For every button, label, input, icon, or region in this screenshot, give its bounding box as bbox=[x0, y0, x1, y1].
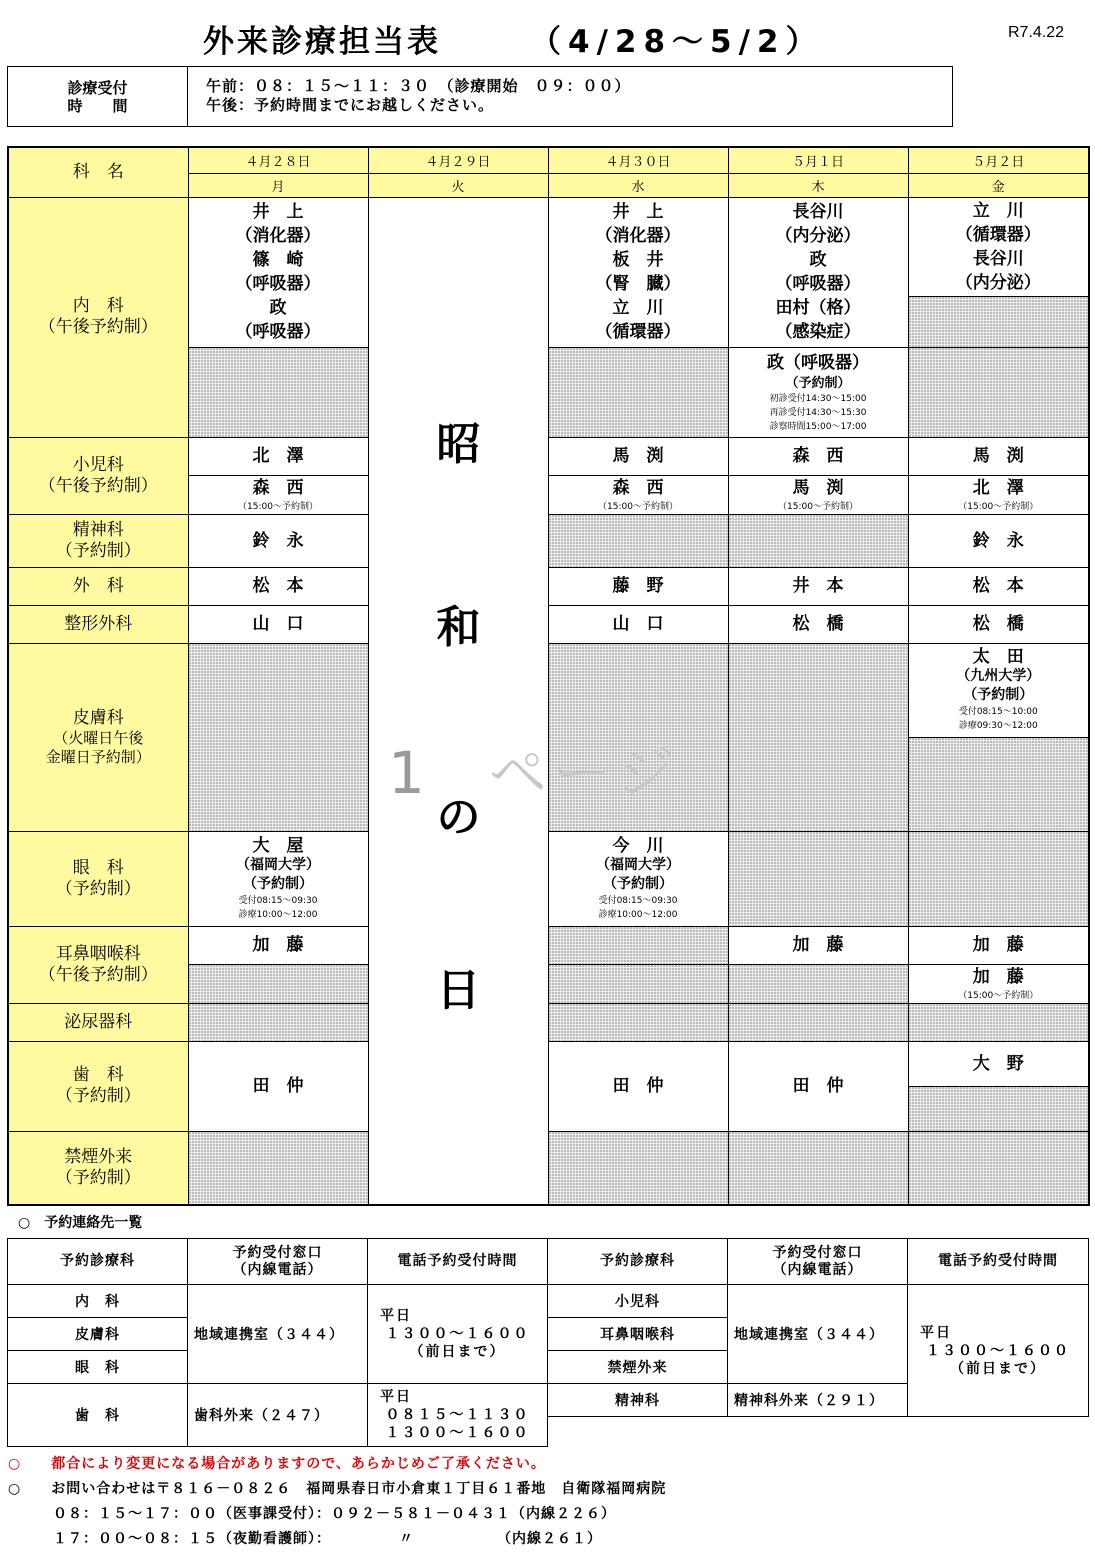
specialty: （循環器） bbox=[595, 322, 681, 342]
shika-wed: 田 仲 bbox=[548, 1041, 728, 1131]
empty-cell bbox=[188, 1003, 368, 1041]
empty-cell bbox=[548, 964, 728, 1003]
doctor: 森 西 bbox=[612, 477, 664, 498]
dept-note: 金曜日予約制） bbox=[45, 747, 151, 766]
doctor: 森 西 bbox=[252, 477, 304, 498]
seikei-thu: 松 橋 bbox=[728, 605, 908, 643]
dept-note: （予約制） bbox=[55, 878, 141, 899]
time-note: 再診受付14:30～15:30 bbox=[769, 407, 867, 418]
page-number-overlay bbox=[388, 726, 680, 810]
doctor: 立 川 bbox=[612, 298, 664, 318]
dept-geka: 外 科 bbox=[8, 567, 188, 605]
time-note: 診療10:00～12:00 bbox=[238, 909, 318, 920]
doctor: 田村（格） bbox=[775, 298, 861, 318]
empty-cell bbox=[188, 643, 368, 831]
shonika-fri-pm bbox=[908, 475, 1089, 514]
dept-kinen bbox=[8, 1131, 188, 1205]
specialty: （呼吸器） bbox=[235, 274, 321, 294]
reservation-note: （予約制） bbox=[963, 687, 1034, 703]
weekday-header: 月 bbox=[188, 173, 368, 197]
doctor: 大 屋 bbox=[252, 835, 304, 856]
contact-dept: 皮膚科 bbox=[8, 1318, 188, 1351]
empty-cell bbox=[548, 1003, 728, 1041]
contact-dept: 耳鼻咽喉科 bbox=[548, 1318, 728, 1351]
time-line: １３００～１６００ bbox=[385, 1326, 530, 1342]
holiday-char: 昭 bbox=[436, 418, 481, 470]
dept-note: （予約制） bbox=[55, 1086, 141, 1106]
shonika-thu-pm bbox=[728, 475, 908, 514]
time-note: （15:00～予約制） bbox=[958, 990, 1039, 1001]
dept-hinyo: 泌尿器科 bbox=[8, 1003, 188, 1041]
contact-time bbox=[368, 1384, 548, 1447]
date-header: ４月３０日 bbox=[548, 147, 728, 173]
shonika-wed-am: 馬 渕 bbox=[548, 437, 728, 475]
doctor: 馬 渕 bbox=[792, 477, 844, 498]
doctor: 立 川 bbox=[972, 200, 1024, 221]
doctor: 井 上 bbox=[612, 202, 664, 222]
dept-note: （午後予約制） bbox=[38, 317, 158, 337]
empty-cell bbox=[548, 926, 728, 964]
doctor: 太 田 bbox=[972, 647, 1024, 667]
empty-cell bbox=[548, 347, 728, 437]
contacts-table bbox=[7, 1238, 1089, 1447]
contact-dept: 小児科 bbox=[548, 1285, 728, 1318]
jibi-fri-pm bbox=[908, 964, 1089, 1003]
holiday-char: の bbox=[436, 791, 481, 843]
date-header: ５月１日 bbox=[728, 147, 908, 173]
holiday-char: 日 bbox=[436, 964, 481, 1016]
time-note: 受付08:15～10:00 bbox=[958, 707, 1038, 717]
time-line: １３００～１６００ bbox=[926, 1342, 1070, 1359]
affiliation: （九州大学） bbox=[956, 668, 1041, 684]
blank-area bbox=[548, 1417, 1089, 1447]
dept-note: （午後予約制） bbox=[38, 475, 158, 496]
time-line: 平日 bbox=[920, 1324, 952, 1341]
time-note: （15:00～予約制） bbox=[778, 501, 858, 512]
ganka-mon bbox=[188, 831, 368, 926]
specialty: （呼吸器） bbox=[235, 322, 321, 342]
seishin-mon: 鈴 永 bbox=[188, 514, 368, 567]
seikei-mon: 山 口 bbox=[188, 605, 368, 643]
dept-note: （予約制） bbox=[55, 540, 141, 561]
contacts-heading: ○ 予約連絡先一覧 bbox=[18, 1215, 143, 1231]
empty-cell bbox=[908, 831, 1089, 926]
specialty: （内分泌） bbox=[955, 272, 1041, 293]
naika-thu-am bbox=[728, 197, 908, 347]
specialty: （消化器） bbox=[595, 226, 681, 246]
holiday-char: 和 bbox=[436, 601, 481, 653]
contact-time bbox=[368, 1285, 548, 1384]
empty-cell bbox=[548, 1131, 728, 1205]
weekday-header: 火 bbox=[368, 173, 548, 197]
header-line: 予約受付窓口 bbox=[772, 1244, 863, 1261]
inquiry-night-phone: １７：００～０８：１５（夜勤看護師）： 〃 （内線２６１） bbox=[8, 1531, 602, 1547]
time-note: 初診受付14:30～15:00 bbox=[769, 393, 867, 404]
period-range: （4/28～5/2） bbox=[530, 24, 824, 60]
doctor: 篠 崎 bbox=[252, 250, 304, 270]
reception-am: 午前：０８：１５～１１：３０ （診療開始 ０９：００） bbox=[206, 77, 631, 95]
reservation-note: （予約制） bbox=[603, 875, 673, 892]
empty-cell bbox=[728, 1003, 908, 1041]
time-note: 受付08:15～09:30 bbox=[238, 895, 318, 906]
page-title: 外来診療担当表 bbox=[203, 24, 441, 60]
empty-cell bbox=[908, 1131, 1089, 1205]
contacts-header-dept: 予約診療科 bbox=[8, 1239, 188, 1285]
contacts-header-dept: 予約診療科 bbox=[548, 1239, 728, 1285]
reception-label-line1: 診療受付 bbox=[67, 78, 128, 97]
reception-pm: 午後：予約時間までにお越しください。 bbox=[206, 96, 495, 114]
empty-cell bbox=[908, 1086, 1089, 1131]
time-note: 診療10:00～12:00 bbox=[598, 909, 678, 920]
time-line: 平日 bbox=[380, 1389, 412, 1405]
specialty: （感染症） bbox=[775, 322, 861, 342]
contact-dept: 眼 科 bbox=[8, 1351, 188, 1384]
time-line: （前日まで） bbox=[950, 1360, 1046, 1377]
seikei-fri: 松 橋 bbox=[908, 605, 1089, 643]
dept-jibi bbox=[8, 926, 188, 1003]
affiliation: （福岡大学） bbox=[236, 856, 320, 873]
doctor: 井 上 bbox=[252, 202, 304, 222]
contact-dept: 歯 科 bbox=[8, 1384, 188, 1447]
doctor: 長谷川 bbox=[972, 248, 1024, 269]
time-note: 診療09:30～12:00 bbox=[958, 721, 1038, 731]
empty-cell bbox=[188, 964, 368, 1003]
dept-name: 内 科 bbox=[72, 296, 124, 316]
shonika-mon-pm bbox=[188, 475, 368, 514]
weekday-header: 木 bbox=[728, 173, 908, 197]
seishin-fri: 鈴 永 bbox=[908, 514, 1089, 567]
contacts-header-time: 電話予約受付時間 bbox=[908, 1239, 1089, 1285]
time-note: （15:00～予約制） bbox=[958, 501, 1039, 512]
reservation-note: （予約制） bbox=[785, 375, 851, 391]
reception-hours-box bbox=[7, 66, 953, 127]
overlay-text: ページ bbox=[488, 739, 680, 807]
doctor: 板 井 bbox=[612, 250, 664, 270]
shonika-mon-am: 北 澤 bbox=[188, 437, 368, 475]
naika-fri-am bbox=[908, 197, 1089, 296]
empty-cell bbox=[728, 1131, 908, 1205]
reception-label bbox=[8, 67, 188, 126]
doctor: 今 川 bbox=[612, 835, 664, 856]
empty-cell bbox=[908, 296, 1089, 347]
dept-name: 耳鼻咽喉科 bbox=[55, 943, 141, 964]
dept-name: 眼 科 bbox=[72, 857, 124, 878]
shonika-thu-am: 森 西 bbox=[728, 437, 908, 475]
inquiry-day-phone: ０８：１５～１７：００（医事課受付）：０９２－５８１－０４３１（内線２２６） bbox=[8, 1506, 616, 1522]
jibi-thu-am: 加 藤 bbox=[728, 926, 908, 964]
empty-cell bbox=[908, 737, 1089, 831]
shonika-fri-am: 馬 渕 bbox=[908, 437, 1089, 475]
geka-mon: 松 本 bbox=[188, 567, 368, 605]
dept-hifu bbox=[8, 643, 188, 831]
dept-name: 禁煙外来 bbox=[64, 1146, 133, 1167]
reception-label-line2: 時 間 bbox=[67, 96, 128, 115]
time-line: 平日 bbox=[380, 1308, 412, 1324]
jibi-mon-am: 加 藤 bbox=[188, 926, 368, 964]
date-header: ４月２９日 bbox=[368, 147, 548, 173]
page-header bbox=[0, 14, 1095, 58]
revision-date: R7.4.22 bbox=[1008, 24, 1065, 41]
empty-cell bbox=[188, 347, 368, 437]
time-line: （前日まで） bbox=[409, 1344, 506, 1360]
hifu-fri-am bbox=[908, 643, 1089, 737]
empty-cell bbox=[548, 514, 728, 567]
reception-times bbox=[206, 77, 631, 115]
shika-fri: 大 野 bbox=[908, 1041, 1089, 1086]
contact-window: 精神科外来（２９１） bbox=[728, 1384, 908, 1417]
affiliation: （福岡大学） bbox=[596, 856, 680, 873]
empty-cell bbox=[188, 1131, 368, 1205]
ganka-wed bbox=[548, 831, 728, 926]
naika-wed-am bbox=[548, 197, 728, 347]
specialty: （内分泌） bbox=[775, 226, 861, 246]
dept-name: 皮膚科 bbox=[72, 707, 124, 728]
naika-thu-pm bbox=[728, 347, 908, 437]
doctor: 政（呼吸器） bbox=[767, 352, 869, 373]
dept-note: （火曜日午後 bbox=[53, 728, 144, 747]
dept-seishin bbox=[8, 514, 188, 567]
header-line: （内線電話） bbox=[232, 1261, 323, 1278]
time-line: ０８１５～１１３０ bbox=[385, 1407, 530, 1423]
specialty: （循環器） bbox=[955, 224, 1041, 245]
dept-ganka bbox=[8, 831, 188, 926]
dept-header: 科 名 bbox=[8, 147, 188, 197]
time-note: 診察時間15:00～17:00 bbox=[769, 421, 867, 432]
weekday-header: 水 bbox=[548, 173, 728, 197]
time-note: （15:00～予約制） bbox=[238, 501, 318, 512]
contact-window: 歯科外来（２４７） bbox=[188, 1384, 368, 1447]
jibi-fri-am: 加 藤 bbox=[908, 926, 1089, 964]
geka-fri: 松 本 bbox=[908, 567, 1089, 605]
empty-cell bbox=[908, 347, 1089, 437]
dept-shika bbox=[8, 1041, 188, 1131]
shika-mon: 田 仲 bbox=[188, 1041, 368, 1131]
schedule-table bbox=[7, 146, 1090, 1206]
dept-name: 小児科 bbox=[72, 454, 124, 475]
seikei-wed: 山 口 bbox=[548, 605, 728, 643]
header-line: （内線電話） bbox=[772, 1261, 863, 1278]
time-line: １３００～１６００ bbox=[385, 1425, 530, 1441]
dept-note: （午後予約制） bbox=[38, 964, 158, 985]
dept-seikei: 整形外科 bbox=[8, 605, 188, 643]
contact-time bbox=[908, 1285, 1089, 1417]
contacts-header-time: 電話予約受付時間 bbox=[368, 1239, 548, 1285]
holiday-column bbox=[368, 197, 548, 1205]
doctor: 政 bbox=[809, 250, 827, 270]
time-note: （15:00～予約制） bbox=[598, 501, 678, 512]
dept-name: 歯 科 bbox=[72, 1065, 124, 1085]
naika-mon-am bbox=[188, 197, 368, 347]
dept-naika bbox=[8, 197, 188, 437]
doctor: 加 藤 bbox=[972, 966, 1024, 987]
contact-window: 地域連携室（３４４） bbox=[728, 1285, 908, 1384]
header-line: 予約受付窓口 bbox=[232, 1244, 323, 1261]
overlay-number: 1 bbox=[388, 739, 431, 807]
geka-thu: 井 本 bbox=[728, 567, 908, 605]
geka-wed: 藤 野 bbox=[548, 567, 728, 605]
empty-cell bbox=[728, 831, 908, 926]
footer-notes bbox=[8, 1452, 666, 1552]
empty-cell bbox=[728, 964, 908, 1003]
empty-cell bbox=[728, 643, 908, 831]
weekday-header: 金 bbox=[908, 173, 1089, 197]
contacts-header-window bbox=[728, 1239, 908, 1285]
doctor: 北 澤 bbox=[972, 477, 1024, 498]
change-notice: ○ 都合により変更になる場合がありますので、あらかじめご了承ください。 bbox=[8, 1456, 546, 1472]
doctor: 政 bbox=[269, 298, 287, 318]
shika-thu: 田 仲 bbox=[728, 1041, 908, 1131]
reservation-note: （予約制） bbox=[243, 875, 313, 892]
date-header: ４月２８日 bbox=[188, 147, 368, 173]
contacts-header-window bbox=[188, 1239, 368, 1285]
dept-name: 精神科 bbox=[72, 519, 124, 540]
specialty: （呼吸器） bbox=[775, 274, 861, 294]
contact-dept: 精神科 bbox=[548, 1384, 728, 1417]
inquiry-address: ○ お問い合わせは〒８１６－０８２６ 福岡県春日市小倉東１丁目６１番地 自衛隊福岡病院 bbox=[8, 1481, 667, 1497]
specialty: （消化器） bbox=[235, 226, 321, 246]
date-header: ５月２日 bbox=[908, 147, 1089, 173]
doctor: 長谷川 bbox=[792, 202, 844, 222]
dept-note: （予約制） bbox=[55, 1167, 141, 1188]
dept-shonika bbox=[8, 437, 188, 514]
time-note: 受付08:15～09:30 bbox=[598, 895, 678, 906]
contact-window: 地域連携室（３４４） bbox=[188, 1285, 368, 1384]
contact-dept: 禁煙外来 bbox=[548, 1351, 728, 1384]
shonika-wed-pm bbox=[548, 475, 728, 514]
empty-cell bbox=[728, 514, 908, 567]
contact-dept: 内 科 bbox=[8, 1285, 188, 1318]
specialty: （腎 臓） bbox=[595, 274, 681, 294]
empty-cell bbox=[908, 1003, 1089, 1041]
